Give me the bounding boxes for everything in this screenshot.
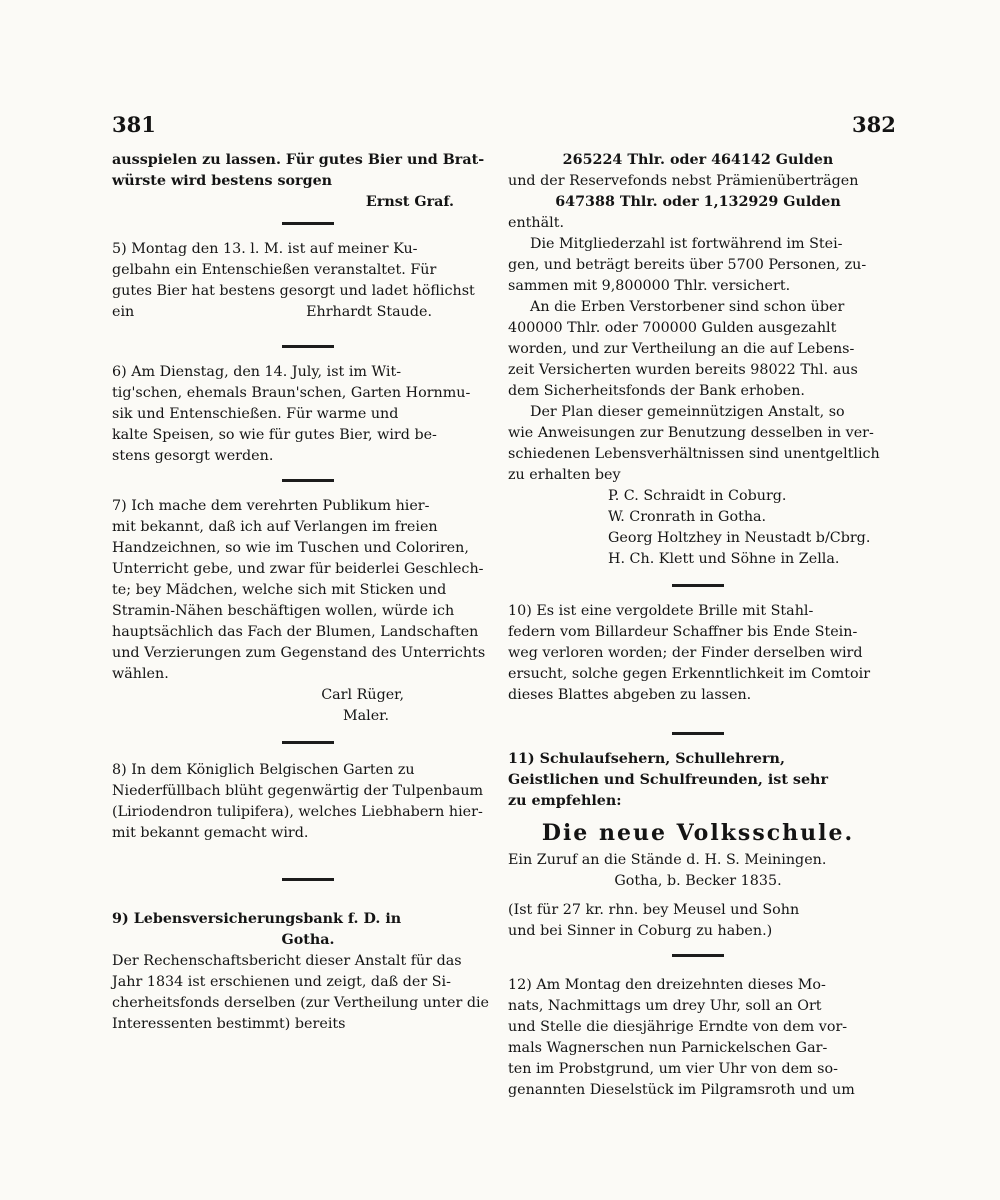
text-line: und Verzierungen zum Gegenstand des Unterrichts — [112, 645, 486, 661]
text-line: wählen. — [112, 666, 169, 682]
section-divider — [282, 479, 334, 482]
right-column — [508, 150, 888, 1101]
section-heading: 9) Lebensversicherungsbank f. D. in — [112, 911, 402, 927]
text-line: Handzeichnen, so wie im Tuschen und Coloriren, — [112, 540, 469, 556]
text-line: Der Rechenschaftsbericht dieser Anstalt für das — [112, 953, 462, 969]
text-line: Die Mitgliederzahl ist fortwährend im Stei- — [530, 236, 843, 252]
agent-entry: W. Cronrath in Gotha. — [608, 509, 767, 525]
text-line: kalte Speisen, so wie für gutes Bier, wird be- — [112, 427, 437, 443]
notice-item-7 — [112, 496, 504, 727]
text-line: Interessenten bestimmt) bereits — [112, 1016, 346, 1032]
text-line: mals Wagnerschen nun Parnickelschen Gar- — [508, 1040, 828, 1056]
text-line — [112, 302, 504, 323]
text-line: 265224 Thlr. oder 464142 Gulden — [562, 152, 834, 168]
section-divider — [282, 345, 334, 348]
book-title: Die neue Volksschule. — [541, 820, 855, 846]
notice-item-10 — [508, 601, 888, 706]
section-divider — [672, 732, 724, 735]
signature: Carl Rüger, — [321, 687, 404, 703]
text-line: zu erhalten bey — [508, 467, 621, 483]
book-publisher: Gotha, b. Becker 1835. — [614, 873, 782, 889]
text-line: mit bekannt gemacht wird. — [112, 825, 309, 841]
text-line: Der Plan dieser gemeinnützigen Anstalt, so — [530, 404, 845, 420]
text-line: tig'schen, ehemals Braun'schen, Garten Hornmu- — [112, 385, 471, 401]
section-divider — [672, 584, 724, 587]
text-line: dieses Blattes abgeben zu lassen. — [508, 687, 752, 703]
section-divider — [282, 878, 334, 881]
text-line: (Ist für 27 kr. rhn. bey Meusel und Sohn — [508, 902, 800, 918]
text-line: Unterricht gebe, und zwar für beiderlei Geschlech- — [112, 561, 484, 577]
notice-item-11 — [508, 749, 888, 942]
text-line: nats, Nachmittags um drey Uhr, soll an Ort — [508, 998, 822, 1014]
notice-item-12 — [508, 975, 888, 1101]
text-line: dem Sicherheitsfonds der Bank erhoben. — [508, 383, 805, 399]
section-divider — [282, 741, 334, 744]
agent-entry: P. C. Schraidt in Coburg. — [608, 488, 787, 504]
text-line: schiedenen Lebensverhältnissen sind unentgeltlich — [508, 446, 880, 462]
text-line: ausspielen zu lassen. Für gutes Bier und Brat- — [112, 152, 485, 168]
text-line: hauptsächlich das Fach der Blumen, Landschaften — [112, 624, 479, 640]
text-line: Geistlichen und Schulfreunden, ist sehr — [508, 772, 828, 788]
text-line: 12) Am Montag den dreizehnten dieses Mo- — [508, 977, 826, 993]
text-line: sik und Entenschießen. Für warme und — [112, 406, 399, 422]
notice-continuation — [112, 150, 504, 213]
text-line: An die Erben Verstorbener sind schon über — [530, 299, 845, 315]
text-line: genannten Dieselstück im Pilgramsroth und um — [508, 1082, 855, 1098]
agent-entry: H. Ch. Klett und Söhne in Zella. — [608, 551, 840, 567]
notice-item-5 — [112, 239, 504, 323]
text-line: gutes Bier hat bestens gesorgt und ladet höflichst — [112, 283, 475, 299]
text-line: 8) In dem Königlich Belgischen Garten zu — [112, 762, 415, 778]
notice-item-9 — [112, 909, 504, 1035]
text-line: federn vom Billardeur Schaffner bis Ende Stein- — [508, 624, 858, 640]
text-line: 11) Schulaufsehern, Schullehrern, — [508, 751, 785, 767]
text-line: 10) Es ist eine vergoldete Brille mit Stahl- — [508, 603, 814, 619]
page-number-left: 381 — [112, 112, 156, 137]
text-line: und der Reservefonds nebst Prämienüberträgen — [508, 173, 859, 189]
notice-item-6 — [112, 362, 504, 467]
text-line: 7) Ich mache dem verehrten Publikum hier- — [112, 498, 430, 514]
text-line: ten im Probstgrund, um vier Uhr von dem so- — [508, 1061, 838, 1077]
agent-entry: Georg Holtzhey in Neustadt b/Cbrg. — [608, 530, 871, 546]
notice-item-8 — [112, 760, 504, 844]
text-line: Jahr 1834 ist erschienen und zeigt, daß der Si- — [112, 974, 451, 990]
signature: Ernst Graf. — [365, 194, 454, 210]
text-line: gen, und beträgt bereits über 5700 Personen, zu- — [508, 257, 867, 273]
text-line: und Stelle die diesjährige Erndte von dem vor- — [508, 1019, 848, 1035]
text-line: cherheitsfonds derselben (zur Vertheilung unter die — [112, 995, 490, 1011]
text-line: wie Anweisungen zur Benutzung desselben in ver- — [508, 425, 874, 441]
text-line: gelbahn ein Entenschießen veranstaltet. Für — [112, 262, 437, 278]
text-line: weg verloren worden; der Finder derselben wird — [508, 645, 863, 661]
page-number-right: 382 — [852, 112, 896, 137]
text-line: würste wird bestens sorgen — [112, 173, 333, 189]
text-line: mit bekannt, daß ich auf Verlangen im freien — [112, 519, 438, 535]
text-line: zeit Versicherten wurden bereits 98022 Thl. aus — [508, 362, 858, 378]
text-fragment: ein — [112, 304, 135, 320]
text-line: worden, und zur Vertheilung an die auf Lebens- — [508, 341, 855, 357]
text-line: Niederfüllbach blüht gegenwärtig der Tulpenbaum — [112, 783, 484, 799]
section-divider — [282, 222, 334, 225]
text-line: 5) Montag den 13. l. M. ist auf meiner Ku- — [112, 241, 418, 257]
book-subtitle: Ein Zuruf an die Stände d. H. S. Meiningen. — [508, 852, 827, 868]
text-line: Stramin-Nähen beschäftigen wollen, würde ich — [112, 603, 455, 619]
left-column — [112, 150, 504, 1035]
signature: Ehrhardt Staude. — [306, 304, 432, 320]
text-line: te; bey Mädchen, welche sich mit Sticken und — [112, 582, 447, 598]
text-line: ersucht, solche gegen Erkenntlichkeit im Comtoir — [508, 666, 871, 682]
text-line: 647388 Thlr. oder 1,132929 Gulden — [555, 194, 841, 210]
notice-item-9-continued — [508, 150, 888, 486]
text-line: 6) Am Dienstag, den 14. July, ist im Wit- — [112, 364, 402, 380]
text-line: 400000 Thlr. oder 700000 Gulden ausgezahlt — [508, 320, 837, 336]
text-line: zu empfehlen: — [508, 793, 622, 809]
text-line: und bei Sinner in Coburg zu haben.) — [508, 923, 773, 939]
agent-list — [508, 486, 888, 570]
signature-title: Maler. — [342, 708, 389, 724]
text-line: (Liriodendron tulipifera), welches Liebhabern hier- — [112, 804, 483, 820]
section-divider — [672, 954, 724, 957]
section-heading: Gotha. — [281, 932, 335, 948]
text-line: enthält. — [508, 215, 565, 231]
text-line: sammen mit 9,800000 Thlr. versichert. — [508, 278, 791, 294]
text-line: stens gesorgt werden. — [112, 448, 274, 464]
